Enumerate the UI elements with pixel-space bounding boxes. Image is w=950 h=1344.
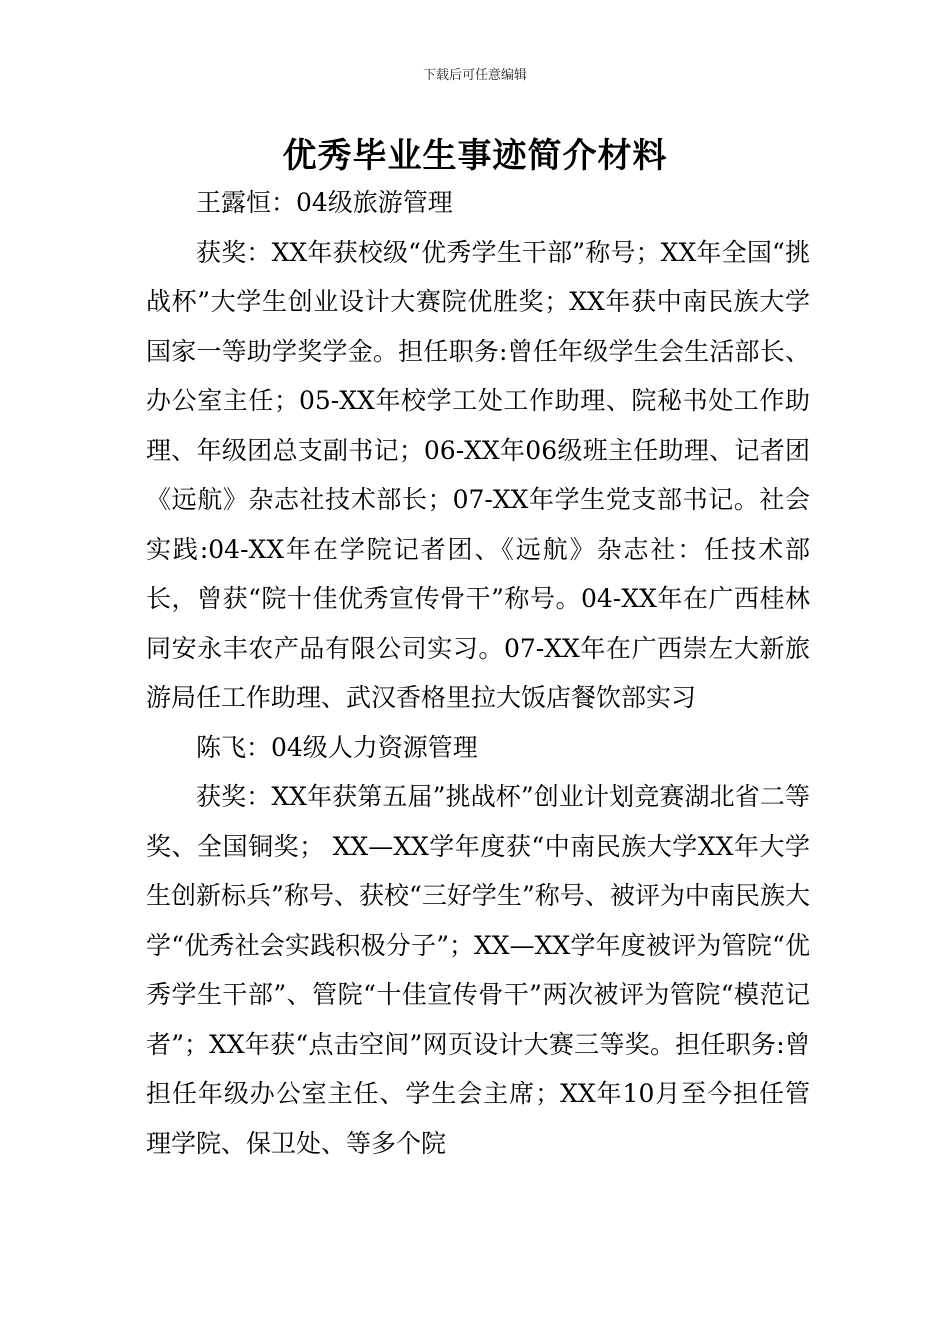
entry-1-paragraph: 获奖：XX年获校级“优秀学生干部”称号；XX年全国“挑战杯”大学生创业设计大赛院优胜奖；XX年获中南民族大学国家一等助学奖学金。担任职务:曾任年级学生会生活部长、办公室主任；05-XX年校学工处工作助理、院秘书处工作助理、年级团总支副书记；06-XX年06级班主任助理、记者团《远航》杂志社技术部长；07-XX年学生党支部书记。社会实践:04-XX年在学院记者团、《远航》杂志社：任技术部长，曾获“院十佳优秀宣传骨干”称号。04-XX年在广西桂林同安永丰农产品有限公司实习。07-XX年在广西崇左大新旅游局任工作助理、武汉香格里拉大饭店餐饮部实习 (146, 237, 810, 712)
entry-1-name-line: 王露恒：04级旅游管理 (196, 188, 453, 217)
document-body (146, 178, 810, 1168)
document-title: 优秀毕业生事迹简介材料 (282, 136, 668, 176)
header-note: 下载后可任意编辑 (422, 68, 527, 83)
entry-2-paragraph: 获奖：XX年获第五届”挑战杯”创业计划竞赛湖北省二等奖、全国铜奖； XX—XX学年度获“中南民族大学XX年大学生创新标兵”称号、获校“三好学生”称号、被评为中南民族大学“优秀社会实践积极分子”；XX—XX学年度被评为管院“优秀学生干部”、管院“十佳宣传骨干”两次被评为管院“模范记者”；XX年获“点击空间”网页设计大赛三等奖。担任职务:曾担任年级办公室主任、学生会主席；XX年10月至今担任管理学院、保卫处、等多个院 (146, 782, 810, 1158)
entry-2-name-line: 陈飞：04级人力资源管理 (196, 732, 478, 762)
